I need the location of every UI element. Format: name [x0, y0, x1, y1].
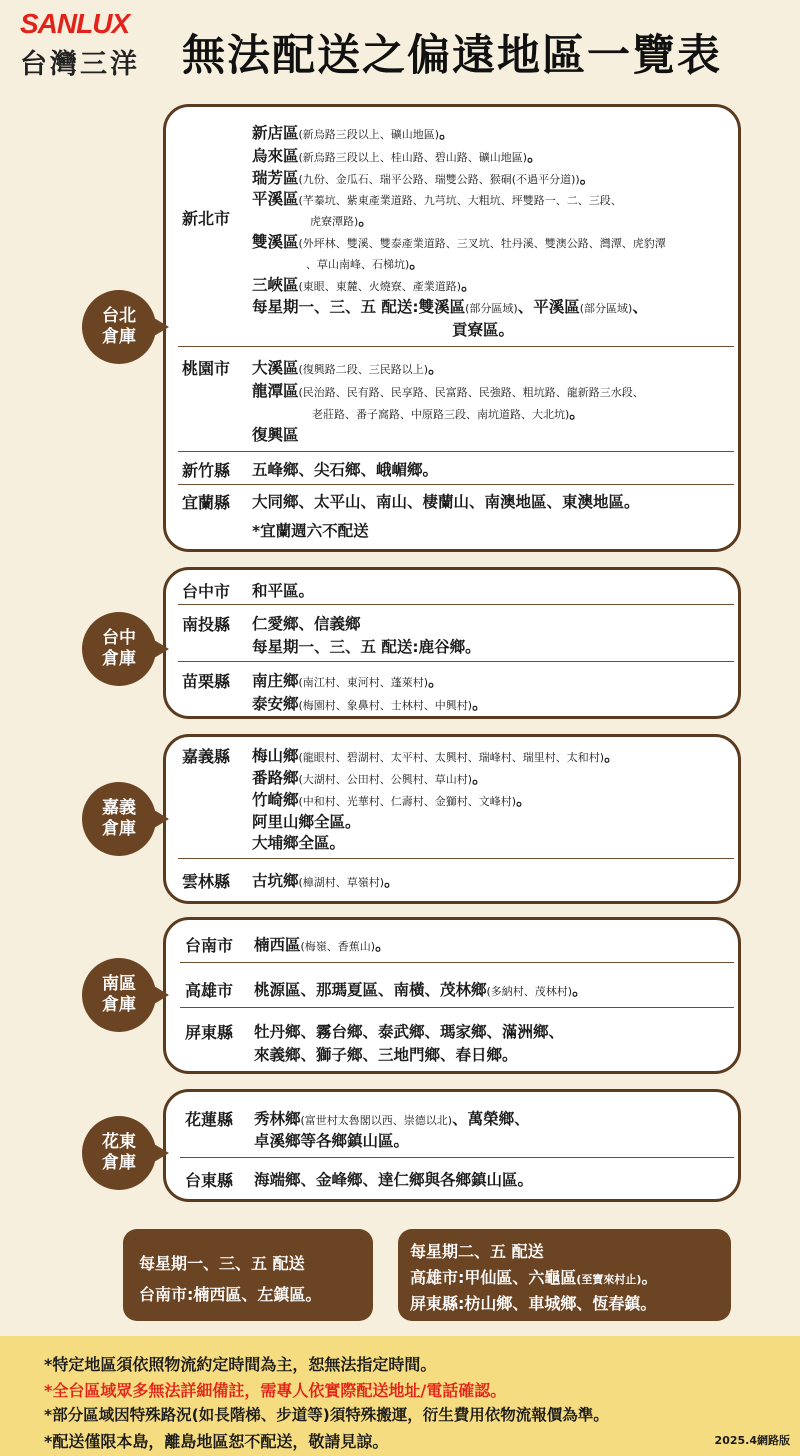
divider [178, 858, 734, 859]
region-line: 三峽區(東眼、東麓、火燒寮、產業道路)。 [252, 276, 477, 294]
note-special-transport: *部分區域因特殊路況(如長階梯、步道等)須特殊搬運，衍生費用依物流報價為準。 [44, 1406, 609, 1424]
chiayi-warehouse-badge: 嘉義 倉庫 [82, 782, 156, 856]
city-taitung: 台東縣 [185, 1171, 234, 1190]
city-pingtung: 屏東縣 [185, 1023, 234, 1042]
city-hualien: 花蓮縣 [185, 1110, 234, 1129]
city-yunlin: 雲林縣 [182, 872, 231, 891]
delivery-schedule-line: 每星期一、三、五 配送:雙溪區(部分區域)、平溪區(部分區域)、 [252, 298, 648, 316]
region-line: 新店區(新烏路三段以上、礦山地區)。 [252, 124, 455, 142]
region-line: 楠西區(梅嶺、香蕉山)。 [254, 936, 391, 954]
region-line: 番路鄉(大湖村、公田村、公興村、草山村)。 [252, 769, 488, 787]
city-taoyuan: 桃園市 [182, 359, 231, 378]
region-line: 大溪區(復興路二段、三民路以上)。 [252, 359, 444, 377]
delivery-schedule-line: 每星期一、三、五 配送:鹿谷鄉。 [252, 638, 481, 656]
region-line: 、草山南峰、石梯坑)。 [306, 254, 425, 272]
region-line: 南庄鄉(南江村、東河村、蓬萊村)。 [252, 672, 444, 690]
region-line: 秀林鄉(富世村太魯閣以西、崇德以北)、萬榮鄉、 [254, 1110, 530, 1128]
city-new-taipei: 新北市 [182, 209, 231, 228]
yilan-saturday-note: *宜蘭週六不配送 [252, 522, 369, 540]
region-line: 泰安鄉(梅園村、象鼻村、士林村、中興村)。 [252, 695, 488, 713]
east-warehouse-badge: 花東 倉庫 [82, 1116, 156, 1190]
note-island-only: *配送僅限本島，離島地區恕不配送，敬請見諒。 [44, 1432, 389, 1451]
region-line: 龍潭區(民治路、民有路、民享路、民富路、民強路、粗坑路、龍新路三水段、 [252, 382, 644, 400]
divider [178, 661, 734, 662]
divider [180, 1007, 734, 1008]
schedule-areas-pingtung: 屏東縣:枋山鄉、車城鄉、恆春鎮。 [410, 1294, 657, 1313]
region-line: 來義鄉、獅子鄉、三地門鄉、春日鄉。 [254, 1046, 518, 1064]
logo-chinese-name: 台灣三洋 [20, 49, 140, 80]
region-line: 平溪區(芊蓁坑、紫東產業道路、九芎坑、大粗坑、坪雙路一、二、三段、 [252, 190, 622, 208]
divider [180, 962, 734, 963]
note-time: *特定地區須依照物流約定時間為主，恕無法指定時間。 [44, 1355, 437, 1374]
city-nantou: 南投縣 [182, 615, 231, 634]
divider [180, 1157, 734, 1158]
region-line: 海端鄉、金峰鄉、達仁鄉與各鄉鎮山區。 [254, 1171, 534, 1189]
region-line: 五峰鄉、尖石鄉、峨嵋鄉。 [252, 461, 439, 479]
divider [178, 451, 734, 452]
schedule-days: 每星期一、三、五 配送 [139, 1254, 305, 1273]
divider [178, 604, 734, 605]
region-line: 竹崎鄉(中和村、光華村、仁壽村、金獅村、文峰村)。 [252, 791, 532, 809]
region-line: 仁愛鄉、信義鄉 [252, 615, 361, 633]
taipei-warehouse-badge: 台北 倉庫 [82, 290, 156, 364]
sanlux-logo: SANLUX [20, 8, 130, 39]
city-yilan: 宜蘭縣 [182, 493, 231, 512]
region-line: 雙溪區(外坪林、雙溪、雙泰產業道路、三叉坑、牡丹溪、雙澳公路、灣潭、虎豹潭 [252, 233, 666, 251]
region-line: 桃源區、那瑪夏區、南橫、茂林鄉(多納村、茂林村)。 [254, 981, 588, 999]
region-line: 瑞芳區(九份、金瓜石、瑞平公路、瑞雙公路、猴硐(不過平分道))。 [252, 169, 596, 187]
region-line: 老莊路、番子窩路、中原路三段、南坑道路、大北坑)。 [312, 404, 585, 422]
city-miaoli: 苗栗縣 [182, 672, 231, 691]
schedule-box-mon-wed-fri [123, 1229, 373, 1321]
region-line: 卓溪鄉等各鄉鎮山區。 [254, 1132, 410, 1150]
region-line: 大同鄉、太平山、南山、棲蘭山、南澳地區、東澳地區。 [252, 493, 640, 511]
schedule-areas-kaohsiung: 高雄市:甲仙區、六龜區(至寶來村止)。 [410, 1268, 658, 1287]
city-kaohsiung: 高雄市 [185, 981, 234, 1000]
version-label: 2025.4網路版 [714, 1434, 790, 1447]
schedule-box-tue-fri [398, 1229, 731, 1321]
region-line: 古坑鄉(樟湖村、草嶺村)。 [252, 872, 400, 890]
region-line: 牡丹鄉、霧台鄉、泰武鄉、瑪家鄉、滿洲鄉、 [254, 1023, 565, 1041]
region-line: 阿里山鄉全區。 [252, 813, 361, 831]
schedule-areas: 台南市:楠西區、左鎮區。 [139, 1285, 322, 1304]
region-line: 梅山鄉(龍眼村、碧湖村、太平村、太興村、瑞峰村、瑞里村、太和村)。 [252, 747, 620, 765]
taichung-warehouse-badge: 台中 倉庫 [82, 612, 156, 686]
region-line: 虎寮潭路)。 [310, 211, 374, 229]
page-title: 無法配送之偏遠地區一覽表 [182, 31, 722, 81]
region-line: 大埔鄉全區。 [252, 834, 346, 852]
region-line: 貢寮區。 [452, 321, 515, 339]
region-line: 烏來區(新烏路三段以上、桂山路、碧山路、礦山地區)。 [252, 147, 543, 165]
schedule-days: 每星期二、五 配送 [410, 1242, 544, 1261]
divider [178, 346, 734, 347]
city-tainan: 台南市 [185, 936, 234, 955]
header [0, 0, 800, 96]
note-address-confirm: *全台區域眾多無法詳細備註，需專人依實際配送地址/電話確認。 [44, 1381, 507, 1400]
region-line: 復興區 [252, 426, 299, 444]
divider [178, 484, 734, 485]
city-taichung: 台中市 [182, 582, 231, 601]
city-chiayi: 嘉義縣 [182, 747, 231, 766]
region-line: 和平區。 [252, 582, 315, 600]
city-hsinchu: 新竹縣 [182, 461, 231, 480]
south-warehouse-badge: 南區 倉庫 [82, 958, 156, 1032]
footer-notes [0, 1336, 800, 1456]
